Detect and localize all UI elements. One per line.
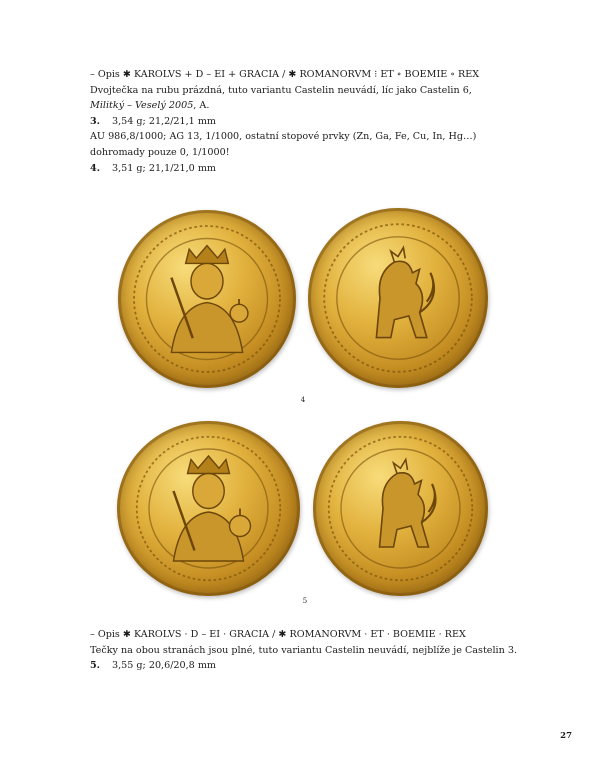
item-weight: 3,51 g; 21,1/21,0 mm xyxy=(112,162,217,174)
plate-number: 4 xyxy=(300,396,306,404)
coin-4-reverse xyxy=(308,208,488,388)
legend-line: – Opis ✱ KAROLVS + D – EI + GRACIA / ✱ ROMANORVM ⁝ ET ∘ BOEMIE ∘ REX xyxy=(90,69,480,80)
item-number: 4. xyxy=(90,162,101,174)
note-line: Dvojtečka na rubu prázdná, tuto variantu Castelin neuvádí, líc jako Castelin 6, xyxy=(90,84,472,96)
bohemian-lion-icon xyxy=(313,421,488,596)
note-line: Tečky na obou stranách jsou plné, tuto variantu Castelin neuvádí, nejblíže je Castelin 3. xyxy=(90,644,517,656)
king-bust-icon xyxy=(117,421,300,596)
entry-bottom xyxy=(90,627,530,674)
bohemian-lion-icon xyxy=(308,208,488,388)
item-3-line xyxy=(90,114,530,130)
coin-5-reverse xyxy=(313,421,488,596)
plate-number: 5 xyxy=(302,597,308,605)
reference-line xyxy=(90,98,530,114)
page-number: 27 xyxy=(560,731,572,741)
item-number: 3. xyxy=(90,115,101,127)
reference-italic: Militký – Veselý 2005 xyxy=(90,100,194,112)
legend-line: – Opis ✱ KAROLVS · D – EI · GRACIA / ✱ ROMANORVM · ET · BOEMIE · REX xyxy=(90,629,466,640)
item-weight: 3,54 g; 21,2/21,1 mm xyxy=(112,115,217,127)
coin-4-obverse xyxy=(118,210,296,388)
king-bust-icon xyxy=(118,210,296,388)
analysis-line-1: AU 986,8/1000; AG 13, 1/1000, ostatní stopové prvky (Zn, Ga, Fe, Cu, In, Hg…) xyxy=(90,131,477,143)
item-number: 5. xyxy=(90,660,101,672)
item-4-line xyxy=(90,161,530,177)
coin-5-obverse xyxy=(117,421,300,596)
entry-top xyxy=(90,67,530,176)
reference-tail: , A. xyxy=(193,100,210,112)
analysis-line-2: dohromady pouze 0, 1/1000! xyxy=(90,146,230,158)
item-weight: 3,55 g; 20,6/20,8 mm xyxy=(112,660,217,672)
item-5-line xyxy=(90,658,530,674)
